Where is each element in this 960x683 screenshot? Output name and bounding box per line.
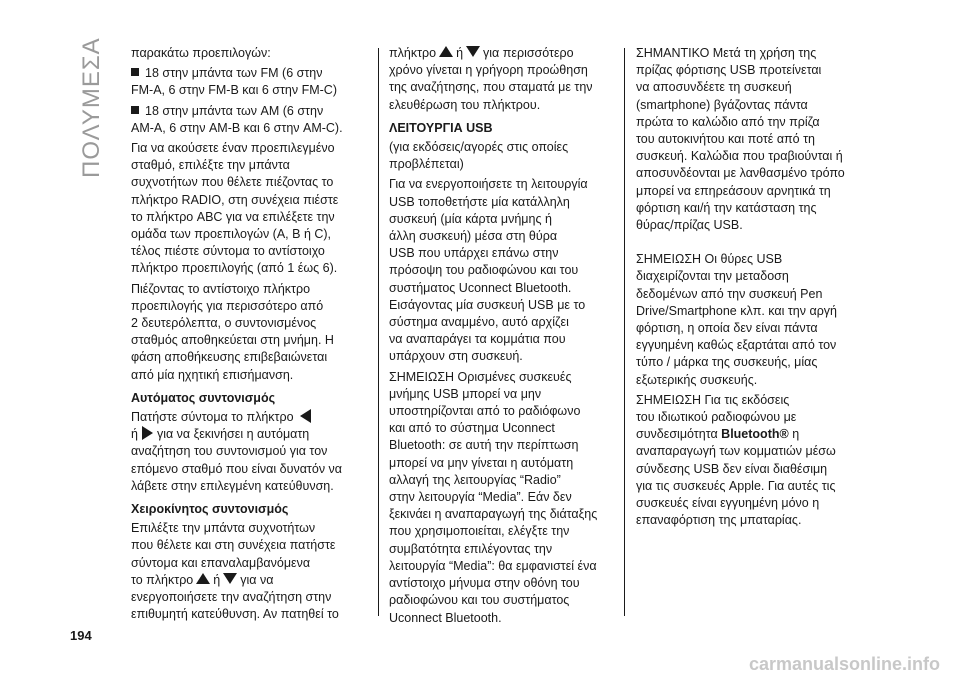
text-line: Για να ενεργοποιήσετε τη λειτουργία — [389, 177, 588, 192]
text-line: Για να ακούσετε έναν προεπιλεγμένο — [131, 141, 335, 156]
text-line: πλήκτρο RADIO, στη συνέχεια πιέστε — [131, 192, 339, 207]
paragraph-usb-versions — [389, 139, 621, 173]
text-line: δεδομένων από την συσκευή Pen — [636, 286, 823, 301]
text-line: που θέλετε και στη συνέχεια πατήστε — [131, 538, 336, 553]
column-2 — [389, 45, 621, 630]
column-divider-1 — [378, 48, 379, 616]
text-line: λάβετε στην επιλεγμένη κατεύθυνση. — [131, 478, 334, 493]
text-line: τέλος πιέστε σύντομα το αντίστοιχο — [131, 244, 325, 259]
paragraph-preset-listen — [131, 140, 371, 278]
text-line: συμβατότητα επιλέγοντας την — [389, 541, 553, 556]
text-line: εξωτερικής συσκευής. — [636, 372, 758, 387]
paragraph-preset-store — [131, 281, 371, 384]
text-line: σταθμός αποθηκεύεται στη μνήμη. Η — [131, 333, 334, 348]
section-title-text: ΠΟΛΥΜΕΣΑ — [78, 37, 105, 178]
square-bullet-icon — [131, 106, 139, 114]
text-line: προβλέπεται) — [389, 157, 464, 172]
text-line: χρόνο γίνεται η γρήγορη προώθηση — [389, 63, 588, 78]
text-line: πρίζας φόρτισης USB προτείνεται — [636, 63, 822, 78]
intro-line: παρακάτω προεπιλογών: — [131, 46, 271, 60]
text-line: να αποσυνδέετε τη συσκευή — [636, 80, 792, 95]
text-line: σύντομα και επαναλαμβανόμενα — [131, 555, 311, 570]
text-line: στην λειτουργία “Media”. Εάν δεν — [389, 490, 572, 505]
text-line: Επιλέξτε την μπάντα συχνοτήτων — [131, 521, 316, 536]
text-line: ΣΗΜΕΙΩΣΗ Οι θύρες USB — [636, 252, 783, 267]
text-line: για τις συσκευές Apple. Για αυτές τις — [636, 478, 836, 493]
bluetooth-term: Bluetooth® — [721, 427, 789, 442]
seek-right-icon — [142, 426, 153, 440]
text-line: συσκευές είναι εγγυημένη μόνο η — [636, 496, 820, 511]
paragraph-usb-ports-note — [636, 251, 871, 389]
text-line: (smartphone) βγάζοντας πάντα — [636, 97, 808, 112]
text-line: φόρτιση, η οποία δεν είναι πάντα — [636, 321, 818, 336]
paragraph-bluetooth-note: ΣΗΜΕΙΩΣΗ Για τις εκδόσεις του ιδιωτικού ραδιοφώνου με συνδεσιμότητα Bluetooth® η αναπαραγωγή των κομματιών μέσω σύνδεσης USB δεν είναι διαθέσιμη για τις συσκευές Apple. Για αυτές τις συσκευές είναι εγγυημένη μόνο η επαναφόρτιση της μπαταρίας. — [636, 392, 871, 530]
text-line: πρώτα το καλώδιο από την πρίζα — [636, 114, 820, 129]
square-bullet-icon — [131, 68, 139, 76]
arrow-down-icon — [223, 573, 237, 584]
text-line: Uconnect Bluetooth. — [389, 610, 502, 625]
arrow-up-icon — [439, 46, 453, 57]
paragraph-usb-note — [389, 369, 621, 627]
paragraph-manual-tuning: Επιλέξτε την μπάντα συχνοτήτων που θέλετε και στη συνέχεια πατήστε σύντομα και επαναλαμβανόμενα το πλήκτρο ή για να ενεργοποιήσετε την αναζήτηση στην επιθυμητή κατεύθυνση. Αν πατηθεί το — [131, 520, 371, 623]
text-line: μπορεί να μην γίνεται η αυτόματη — [389, 455, 574, 470]
text-line: ραδιοφώνου και του συστήματος — [389, 593, 570, 608]
text-line: πρόσοψη του ραδιοφώνου και του — [389, 263, 579, 278]
text-line: να αναπαράγει τα κομμάτια που — [389, 332, 566, 347]
arrow-up-icon — [196, 573, 210, 584]
text-line: διαχειρίζονται την μεταδοση — [636, 269, 789, 284]
text-line: ομάδα των προεπιλογών (A, B ή C), — [131, 227, 332, 242]
text-line: μπορεί να επηρεάσουν αρνητικά τη — [636, 183, 831, 198]
text-line: σύνδεσης USB δεν είναι διαθέσιμη — [636, 461, 828, 476]
paragraph-usb-activation — [389, 176, 621, 365]
text-line: της αναζήτησης, που σταματά με την — [389, 80, 593, 95]
text-line: (για εκδόσεις/αγορές στις οποίες — [389, 140, 569, 155]
text-line: Drive/Smartphone κλπ. και την αργή — [636, 303, 838, 318]
text-line: πλήκτρο προεπιλογής (από 1 έως 6). — [131, 261, 338, 276]
text-line: φάση αποθήκευσης επιβεβαιώνεται — [131, 350, 328, 365]
text-line: λειτουργία “Media”: θα εμφανιστεί ένα — [389, 558, 597, 573]
text-line: και από το σύστημα Uconnect — [389, 421, 555, 436]
text-line: σύστημα αναμμένο, αυτό αρχίζει — [389, 315, 569, 330]
text-line: από μία ηχητική επισήμανση. — [131, 367, 294, 382]
heading-auto-tuning: Αυτόματος συντονισμός — [131, 390, 276, 405]
text-line: το πλήκτρο ABC για να επιλέξετε την — [131, 209, 335, 224]
text-line: επαναφόρτιση της μπαταρίας. — [636, 513, 802, 528]
text-line: ενεργοποιήσετε την αναζήτηση στην — [131, 590, 332, 605]
paragraph-auto-tuning: Πατήστε σύντομα το πλήκτρο ή για να ξεκινήσει η αυτόματη αναζήτηση του συντονισμού για τον επόμενο σταθμό που είναι δυνατόν να λάβετε στην επιλεγμένη κατεύθυνση. — [131, 409, 371, 495]
text-line: υπάρχουν στη συσκευή. — [389, 349, 523, 364]
text-line: τύπο / μάρκα της συσκευής, μίας — [636, 355, 818, 370]
text-line: ξεκινάει η αναπαραγωγή της διάταξης — [389, 507, 598, 522]
text-line: Bluetooth: σε αυτή την περίπτωση — [389, 438, 579, 453]
text-line: υποστηρίζονται από το ραδιόφωνο — [389, 404, 581, 419]
text-line: Πιέζοντας το αντίστοιχο πλήκτρο — [131, 281, 311, 296]
text-line: αναζήτηση του συντονισμού για τον — [131, 444, 328, 459]
text-line: θύρας/πρίζας USB. — [636, 218, 743, 233]
text-line: ΣΗΜΑΝΤΙΚΟ Μετά τη χρήση της — [636, 46, 817, 60]
arrow-down-icon — [466, 46, 480, 57]
column-1 — [131, 45, 371, 627]
text-line: συσκευή. Καλώδια που τραβιούνται ή — [636, 149, 843, 164]
text-line: επόμενο σταθμό που είναι δυνατόν να — [131, 461, 343, 476]
column-divider-2 — [624, 48, 625, 616]
text-line: που χρησιμοποιείται, ελέγξτε την — [389, 524, 570, 539]
text-line: αναπαραγωγή των κομματιών μέσω — [636, 444, 836, 459]
text-line: Εισάγοντας μία συσκευή USB με το — [389, 297, 586, 312]
watermark: carmanualsonline.info — [748, 654, 940, 674]
text-line: USB τοποθετήστε μία κατάλληλη — [389, 194, 570, 209]
bullet-am: 18 στην μπάντα των AM (6 στην AM-A, 6 στην AM-B και 6 στην AM-C). — [131, 103, 343, 135]
text-line: του αυτοκινήτου και ποτέ από τη — [636, 132, 815, 147]
text-line: φόρτιση και/ή την κατάσταση της — [636, 200, 817, 215]
section-title — [70, 37, 110, 180]
bullet-fm: 18 στην μπάντα των FM (6 στην FM-A, 6 στην FM-B και 6 στην FM-C) — [131, 66, 337, 98]
text-line: ελευθέρωση του πλήκτρου. — [389, 97, 541, 112]
text-line: επιθυμητή κατεύθυνση. Αν πατηθεί το — [131, 607, 339, 622]
heading-usb-function: ΛΕΙΤΟΥΡΓΙΑ USB — [389, 120, 493, 135]
text-line: άλλη συσκευή) μέσα στη θύρα — [389, 229, 558, 244]
text-line: προεπιλογής για περισσότερο από — [131, 298, 324, 313]
text-line: 2 δευτερόλεπτα, ο συντονισμένος — [131, 316, 317, 331]
text-line: αποσυνδέονται με λανθασμένο τρόπο — [636, 166, 845, 181]
text-line: συσκευή (μία κάρτα μνήμης ή — [389, 211, 552, 226]
heading-manual-tuning: Χειροκίνητος συντονισμός — [131, 502, 289, 517]
text-line: συστήματος Uconnect Bluetooth. — [389, 280, 572, 295]
text-line: ΣΗΜΕΙΩΣΗ Ορισμένες συσκευές — [389, 369, 572, 384]
text-line: USB που υπάρχει επάνω στην — [389, 246, 559, 261]
column-3 — [636, 45, 871, 532]
text-line: αντίστοιχο μήνυμα στην οθόνη του — [389, 576, 580, 591]
page-number: 194 — [70, 628, 92, 643]
text-line: εγγυημένη καθώς εξαρτάται από τον — [636, 338, 837, 353]
seek-left-icon — [300, 409, 311, 423]
text-line: σταθμό, επιλέξτε την μπάντα — [131, 158, 290, 173]
paragraph-fast-forward: πλήκτρο ή για περισσότερο χρόνο γίνεται η γρήγορη προώθηση της αναζήτησης, που σταματά με την ελευθέρωση του πλήκτρου. — [389, 45, 621, 114]
text-line: συχνοτήτων που θέλετε πιέζοντας το — [131, 175, 334, 190]
paragraph-important — [636, 45, 871, 234]
text-line: μνήμης USB μπορεί να μην — [389, 386, 542, 401]
text-line: αλλαγή της λειτουργίας “Radio” — [389, 472, 561, 487]
